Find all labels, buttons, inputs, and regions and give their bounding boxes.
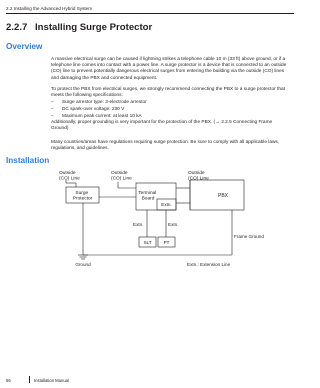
overview-paragraph-1: A massive electrical surge can be caused if lightning strikes a telephone cable 10 m (33 ft) above ground, or if a telephone line comes into contact with a power line. A surge protector is a device that is connected to an outside (CO) line to prevent potentially dangerous electrical surges from entering the building via the outside (CO) lines and damaging the PBX and connected equipment. bbox=[51, 57, 287, 81]
spec-text: DC spark-over voltage: 230 V bbox=[62, 107, 125, 112]
terminal-board-label: Terminal Board bbox=[138, 191, 157, 202]
spec-text: Maximum peak current: at least 10 kA bbox=[62, 114, 142, 119]
installation-heading: Installation bbox=[6, 156, 50, 165]
ground-label: Ground bbox=[75, 262, 91, 267]
section-title-text: Installing Surge Protector bbox=[35, 22, 153, 33]
outside-line-2-label: Outside (CO) Line bbox=[111, 171, 132, 182]
outside-line-3-label: Outside (CO) Line bbox=[188, 171, 209, 182]
surge-protector-label: Surge Protector bbox=[72, 191, 93, 202]
overview-paragraph-4: Many countries/areas have regulations requiring surge protection. Be sure to comply with all applicable laws, regulations, and guidelines. bbox=[51, 140, 280, 152]
extn-left-label: Extn. bbox=[133, 222, 144, 227]
outside-line-1-label: Outside (CO) Line bbox=[59, 171, 80, 182]
bullet-marker: – bbox=[51, 107, 54, 112]
spec-text: Surge arrestor type: 3-electrode arrestor bbox=[62, 100, 147, 105]
overview-paragraph-3: Additionally, proper grounding is very important for the protection of the PBX. (→ 2.2.5 Connecting Frame Ground) bbox=[51, 120, 273, 132]
footer-divider bbox=[29, 376, 30, 383]
section-number: 2.2.7 bbox=[6, 22, 28, 33]
extn-legend: Extn.: Extension Line bbox=[187, 262, 231, 267]
extn-right-label: Extn. bbox=[168, 222, 179, 227]
bullet-marker: – bbox=[51, 100, 54, 105]
bullet-marker: – bbox=[51, 114, 54, 119]
manual-name: Installation Manual bbox=[34, 378, 69, 383]
page-number: 56 bbox=[6, 378, 11, 383]
pt-label: PT bbox=[163, 239, 170, 245]
terminal-board-extn-label: Extn. bbox=[161, 202, 172, 207]
frame-ground-label: Frame Ground bbox=[234, 234, 264, 239]
overview-paragraph-2: To protect the PBX from electrical surges, we strongly recommend connecting the PBX to a surge protector that meets the following specifications: bbox=[51, 87, 285, 99]
slt-label: SLT bbox=[143, 239, 152, 245]
overview-heading: Overview bbox=[6, 42, 43, 51]
running-header: 2.2 Installing the Advanced Hybrid System bbox=[6, 6, 93, 11]
pbx-label: PBX bbox=[217, 193, 229, 199]
